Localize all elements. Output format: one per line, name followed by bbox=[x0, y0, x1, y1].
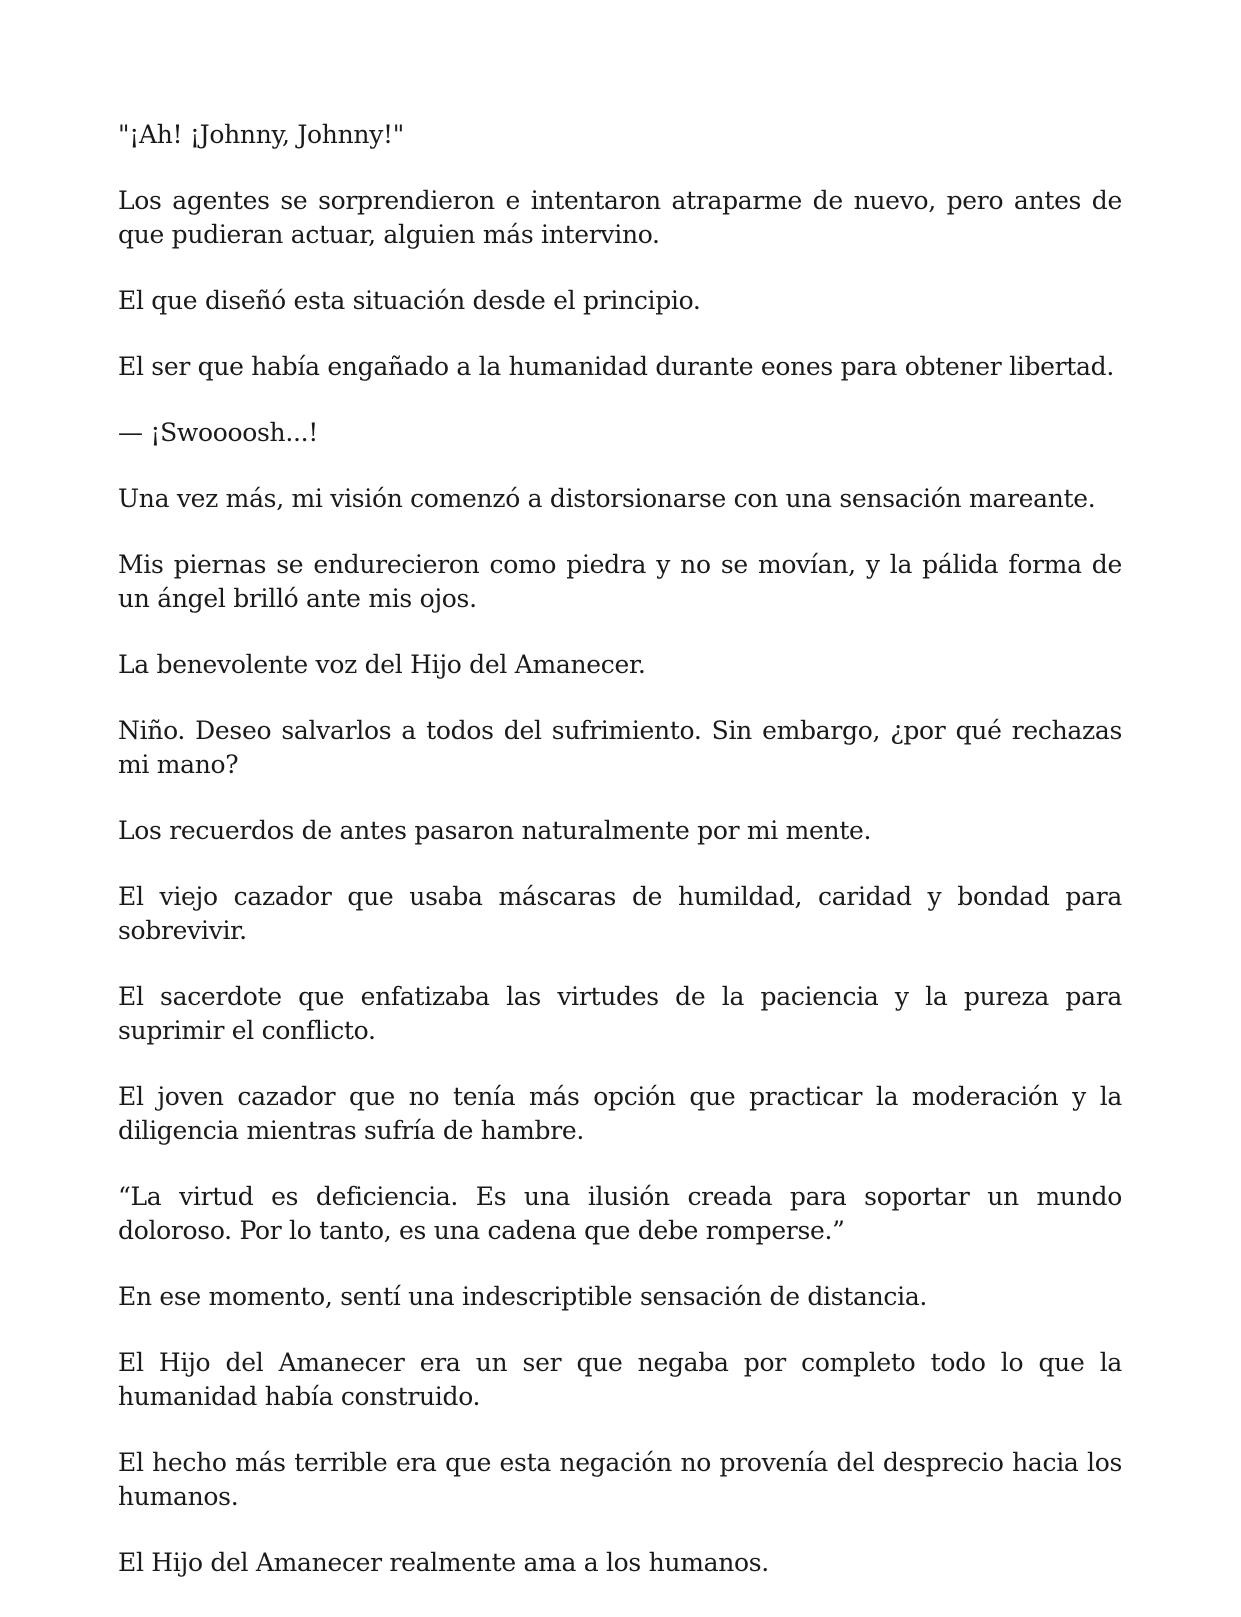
paragraph-10: Los recuerdos de antes pasaron naturalmente por mi mente. bbox=[118, 816, 872, 845]
paragraph-7: Mis piernas se endurecieron como piedra y no se movían, y la pálida forma de un ángel brilló ante mis ojos. bbox=[118, 550, 1122, 613]
paragraph-17: El hecho más terrible era que esta negación no provenía del desprecio hacia los humanos. bbox=[118, 1448, 1122, 1511]
body-text bbox=[118, 118, 1122, 1612]
paragraph-16: El Hijo del Amanecer era un ser que negaba por completo todo lo que la humanidad había construido. bbox=[118, 1348, 1122, 1411]
paragraph-9: Niño. Deseo salvarlos a todos del sufrimiento. Sin embargo, ¿por qué rechazas mi mano? bbox=[118, 716, 1122, 779]
paragraph-13: El joven cazador que no tenía más opción que practicar la moderación y la diligencia mientras sufría de hambre. bbox=[118, 1082, 1122, 1145]
paragraph-15: En ese momento, sentí una indescriptible sensación de distancia. bbox=[118, 1282, 928, 1311]
paragraph-11: El viejo cazador que usaba máscaras de humildad, caridad y bondad para sobrevivir. bbox=[118, 882, 1122, 945]
paragraph-3: El que diseñó esta situación desde el principio. bbox=[118, 286, 701, 315]
paragraph-1: "¡Ah! ¡Johnny, Johnny!" bbox=[118, 120, 404, 149]
paragraph-2: Los agentes se sorprendieron e intentaron atraparme de nuevo, pero antes de que pudieran actuar, alguien más intervino. bbox=[118, 186, 1122, 249]
paragraph-6: Una vez más, mi visión comenzó a distorsionarse con una sensación mareante. bbox=[118, 484, 1096, 513]
paragraph-5: — ¡Swoooosh...! bbox=[118, 418, 319, 447]
paragraph-4: El ser que había engañado a la humanidad durante eones para obtener libertad. bbox=[118, 352, 1115, 381]
paragraph-12: El sacerdote que enfatizaba las virtudes de la paciencia y la pureza para suprimir el conflicto. bbox=[118, 982, 1122, 1045]
paragraph-8: La benevolente voz del Hijo del Amanecer. bbox=[118, 650, 646, 679]
paragraph-14: “La virtud es deficiencia. Es una ilusión creada para soportar un mundo doloroso. Por lo tanto, es una cadena que debe romperse.” bbox=[118, 1182, 1122, 1245]
paragraph-18: El Hijo del Amanecer realmente ama a los humanos. bbox=[118, 1548, 769, 1577]
